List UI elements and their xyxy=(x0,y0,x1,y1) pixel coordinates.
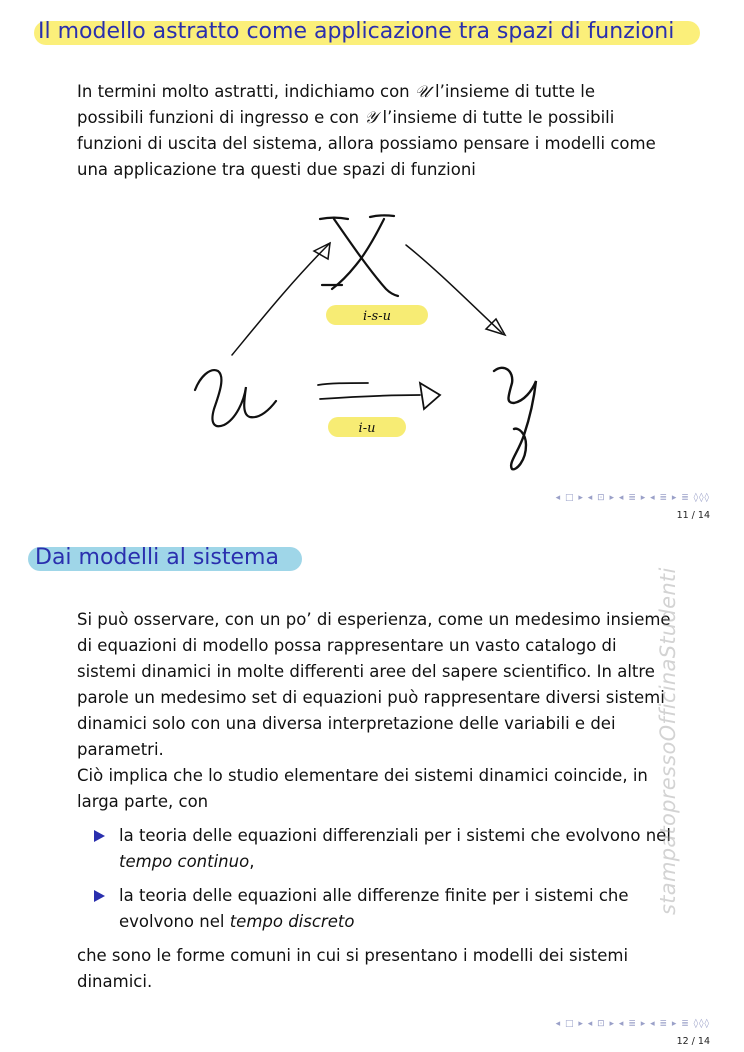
handwritten-y xyxy=(494,368,536,469)
arrow-u-to-y xyxy=(318,383,440,409)
paragraph-2: Ciò implica che lo studio elementare dei sistemi dinamici coincide, in larga parte, con xyxy=(77,766,648,811)
bullet-triangle-icon xyxy=(94,890,105,902)
page-number: 11 / 14 xyxy=(676,510,710,521)
handwritten-u xyxy=(195,370,276,426)
bullet-item: la teoria delle equazioni alle differenze finite per i sistemi che evolvono nel tempo discreto xyxy=(77,883,677,935)
intro-paragraph: In termini molto astratti, indichiamo con 𝒰 l’insieme di tutte le possibili funzioni di ingresso e con 𝒴 l’insieme di tutte le possibili funzioni di uscita del sistema, allora possiamo pensare i modelli come una applicazione tra questi due spazi di funzioni xyxy=(77,82,656,179)
watermark-text: stampatopressoOfficinaStudenti xyxy=(656,567,680,915)
handwritten-diagram xyxy=(180,205,540,475)
bullet-item: la teoria delle equazioni differenziali per i sistemi che evolvono nel tempo continuo, xyxy=(77,823,677,875)
paragraph-3: che sono le forme comuni in cui si presentano i modelli dei sistemi dinamici. xyxy=(77,946,629,991)
slide-title-wrap xyxy=(30,17,675,47)
label-i-u xyxy=(328,417,406,437)
slide-title: Dai modelli al sistema xyxy=(35,545,279,570)
arrow-u-to-x xyxy=(232,243,330,355)
beamer-navigation[interactable]: ◂ □ ▸ ◂ ⊡ ▸ ◂ ≣ ▸ ◂ ≣ ▸ ≣ ◊◊◊ xyxy=(555,493,710,503)
page-number: 12 / 14 xyxy=(676,1036,710,1047)
bullet-list xyxy=(77,823,677,935)
beamer-navigation[interactable]: ◂ □ ▸ ◂ ⊡ ▸ ◂ ≣ ▸ ◂ ≣ ▸ ≣ ◊◊◊ xyxy=(555,1019,710,1029)
input-space-symbol: 𝒰 xyxy=(414,82,430,101)
bullet-triangle-icon xyxy=(94,830,105,842)
output-space-symbol: 𝒴 xyxy=(364,108,378,127)
slide-title-wrap xyxy=(28,543,279,573)
label-i-s-u xyxy=(326,305,428,325)
watermark xyxy=(630,535,680,915)
slide-body xyxy=(77,79,657,183)
svg-text:i-s-u: i-s-u xyxy=(363,309,391,324)
slide-body xyxy=(77,607,677,995)
svg-text:i-u: i-u xyxy=(358,421,376,436)
paragraph-1: Si può osservare, con un po’ di esperienza, come un medesimo insieme di equazioni di modello possa rappresentare un vasto catalogo di sistemi dinamici in molte differenti aree del sapere scientifico. In altre parole un medesimo set di equazioni può rappresentare diversi sistemi dinamici solo con una diversa interpretazione delle variabili e dei parametri. xyxy=(77,610,671,759)
slide-title: Il modello astratto come applicazione tra spazi di funzioni xyxy=(38,19,675,44)
handwritten-x xyxy=(320,215,398,296)
